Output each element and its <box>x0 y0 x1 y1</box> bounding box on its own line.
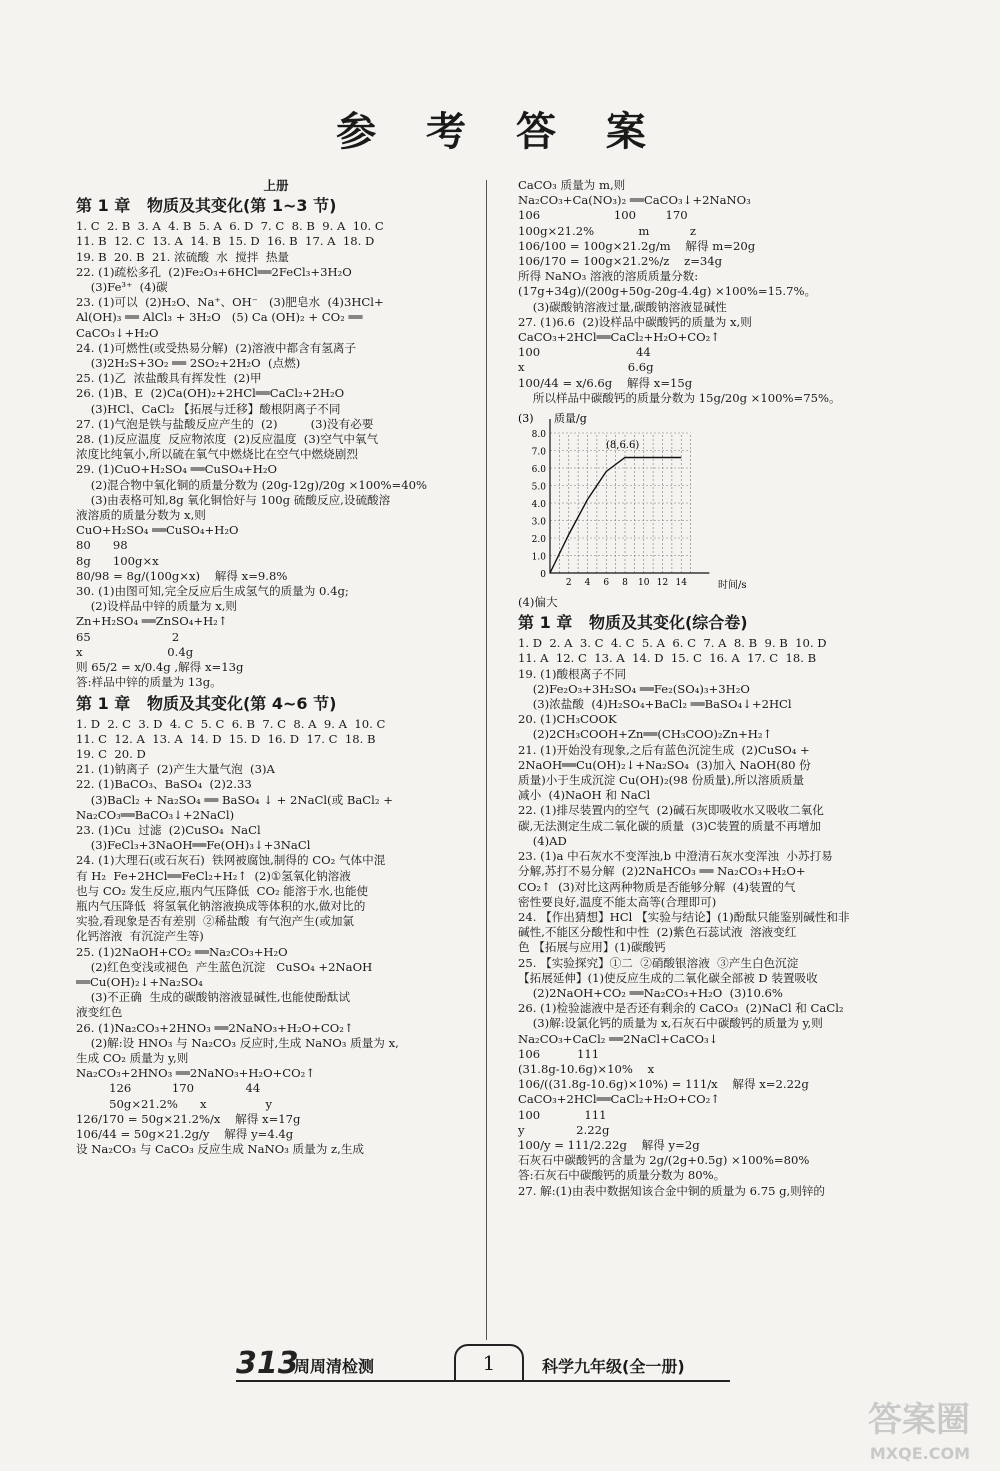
answer-line: (2)设样品中锌的质量为 x,则 <box>76 599 238 614</box>
answer-line: 30. (1)由图可知,完全反应后生成氢气的质量为 0.4g; <box>76 584 349 599</box>
answer-line: Al(OH)₃ ══ AlCl₃ + 3H₂O (5) Ca (OH)₂ + CO₂ ══ <box>76 310 363 325</box>
x-tick-label: 6 <box>603 578 610 589</box>
y-tick-label: 7.0 <box>531 447 546 458</box>
answer-line: y 2.22g <box>518 1122 610 1137</box>
answer-line: 21. (1)开始没有现象,之后有蓝色沉淀生成 (2)CuSO₄ + <box>518 742 810 757</box>
answer-line: 100 44 <box>518 345 651 360</box>
column-divider <box>486 180 487 1340</box>
answer-line: 11. A 12. C 13. A 14. D 15. C 16. A 17. C 18. B <box>518 651 817 666</box>
answer-line: 21. (1)钠离子 (2)产生大量气泡 (3)A <box>76 762 275 777</box>
answer-line: 29. (1)CuO+H₂SO₄ ══CuSO₄+H₂O <box>76 462 278 477</box>
answer-line: 11. C 12. A 13. A 14. D 15. D 16. D 17. C 18. B <box>76 731 376 746</box>
answer-line: 所以样品中碳酸钙的质量分数为 15g/20g ×100%=75%。 <box>518 390 841 405</box>
answer-line: (2)混合物中氧化铜的质量分数为 (20g-12g)/20g ×100%=40% <box>76 477 427 492</box>
chapter-heading: 第 1 章 物质及其变化(第 1~3 节) <box>76 196 337 216</box>
section-label: 上册 <box>263 178 289 193</box>
graph-question-label: (3) <box>518 412 534 426</box>
answer-line: x 0.4g <box>76 644 194 659</box>
answer-line: 分解,苏打不易分解 (2)2NaHCO₃ ══ Na₂CO₃+H₂O+ <box>518 864 806 879</box>
answer-line: 密性要良好,温度不能太高等(合理即可) <box>518 894 717 909</box>
answer-line: 26. (1)检验滤液中是否还有剩余的 CaCO₃ (2)NaCl 和 CaCl₂ <box>518 1001 844 1016</box>
answer-line: (4)AD <box>518 833 567 848</box>
answer-line: 液变红色 <box>76 1005 123 1020</box>
answer-line: (2)2CH₃COOH+Zn══(CH₃COO)₂Zn+H₂↑ <box>518 727 773 742</box>
answer-line: 减小 (4)NaOH 和 NaCl <box>518 788 651 803</box>
chapter-heading: 第 1 章 物质及其变化(第 4~6 节) <box>76 693 337 713</box>
answer-line: (3)浓盐酸 (4)H₂SO₄+BaCl₂ ══BaSO₄↓+2HCl <box>518 697 792 712</box>
answer-line: 106/44 = 50g×21.2g/y 解得 y=4.4g <box>76 1126 294 1141</box>
right-answers-bottom <box>518 595 908 1199</box>
answer-line: 浓度比纯氧小,所以硫在氧气中燃烧比在空气中燃烧剧烈 <box>76 447 358 462</box>
answer-line: 有 H₂ Fe+2HCl══FeCl₂+H₂↑ (2)①氢氧化钠溶液 <box>76 868 351 883</box>
y-tick-label: 8.0 <box>531 430 546 441</box>
answer-line: 19. C 20. D <box>76 746 146 761</box>
answer-line: (3)不正确 生成的碳酸钠溶液显碱性,也能使酚酞试 <box>76 990 351 1005</box>
y-tick-label: 4.0 <box>531 500 546 511</box>
answer-line: x 6.6g <box>518 360 654 375</box>
chapter-heading: 第 1 章 物质及其变化(综合卷) <box>518 613 748 633</box>
graph-svg <box>518 408 778 593</box>
answer-line: 色 【拓展与应用】(1)碳酸钙 <box>518 940 666 955</box>
answer-line: 22. (1)疏松多孔 (2)Fe₂O₃+6HCl══2FeCl₃+3H₂O <box>76 264 352 279</box>
answer-line: 【拓展延伸】(1)使反应生成的二氧化碳全部被 D 装置吸收 <box>518 970 818 985</box>
answer-line: 23. (1)Cu 过滤 (2)CuSO₄ NaCl <box>76 822 261 837</box>
answer-line: 碱性,不能区分酸性和中性 (2)紫色石蕊试液 溶液变红 <box>518 925 797 940</box>
mass-time-graph <box>518 408 908 593</box>
answer-line: 实验,看现象是否有差别 ②稀盐酸 有气泡产生(或加氯 <box>76 914 355 929</box>
answer-line: 碳,无法测定生成二氧化碳的质量 (3)C装置的质量不再增加 <box>518 818 822 833</box>
answer-line: 23. (1)a 中石灰水不变浑浊,b 中澄清石灰水变浑浊 小苏打易 <box>518 849 833 864</box>
answer-line: CuO+H₂SO₄ ══CuSO₄+H₂O <box>76 523 239 538</box>
x-tick-label: 4 <box>584 578 591 589</box>
answer-line: 26. (1)B、E (2)Ca(OH)₂+2HCl══CaCl₂+2H₂O <box>76 386 345 401</box>
answer-line: 28. (1)反应温度 反应物浓度 (2)反应温度 (3)空气中氧气 <box>76 432 379 447</box>
answer-line: 27. (1)6.6 (2)设样品中碳酸钙的质量为 x,则 <box>518 314 752 329</box>
answer-line: ══Cu(OH)₂↓+Na₂SO₄ <box>76 974 203 989</box>
answer-line: 106 111 <box>518 1046 600 1061</box>
answer-line: 126/170 = 50g×21.2%/x 解得 x=17g <box>76 1111 301 1126</box>
graph-ylabel: 质量/g <box>554 412 587 426</box>
answer-line: Na₂CO₃══BaCO₃↓+2NaCl) <box>76 807 235 822</box>
watermark-logo: 答案圈 <box>868 1400 970 1440</box>
answer-line: 质量)小于生成沉淀 Cu(OH)₂(98 份质量),所以溶质质量 <box>518 773 805 788</box>
answer-line: 1. D 2. A 3. C 4. C 5. A 6. C 7. A 8. B 9. B 10. D <box>518 636 827 651</box>
answer-line: (3)HCl、CaCl₂ 【拓展与迁移】酸根阴离子不同 <box>76 401 341 416</box>
answer-line: (3)碳酸钠溶液过量,碳酸钠溶液显碱性 <box>518 299 727 314</box>
answer-line: 1. D 2. C 3. D 4. C 5. C 6. B 7. C 8. A 9. A 10. C <box>76 716 386 731</box>
answer-line: 19. B 20. B 21. 浓硫酸 水 搅拌 热量 <box>76 249 290 264</box>
answer-line: 100 111 <box>518 1107 607 1122</box>
answer-line: (2)红色变浅或褪色 产生蓝色沉淀 CuSO₄ +2NaOH <box>76 959 373 974</box>
watermark-site: MXQE.COM <box>869 1444 970 1463</box>
answer-line: 25. (1)乙 浓盐酸具有挥发性 (2)甲 <box>76 371 262 386</box>
answer-line: CO₂↑ (3)对比这两种物质是否能够分解 (4)装置的气 <box>518 879 796 894</box>
answer-line: Zn+H₂SO₄ ══ZnSO₄+H₂↑ <box>76 614 228 629</box>
answer-line: 24. (1)可燃性(或受热易分解) (2)溶液中都含有氢离子 <box>76 340 357 355</box>
answer-line: 23. (1)可以 (2)H₂O、Na⁺、OH⁻ (3)肥皂水 (4)3HCl+ <box>76 295 384 310</box>
answer-line: 则 65/2 = x/0.4g ,解得 x=13g <box>76 660 244 675</box>
answer-line: CaCO₃+2HCl══CaCl₂+H₂O+CO₂↑ <box>518 330 720 345</box>
answer-line: 100g×21.2% m z <box>518 223 696 238</box>
answer-line: (31.8g-10.6g)×10% x <box>518 1061 655 1076</box>
y-tick-label: 5.0 <box>531 482 546 493</box>
page-number: 1 <box>454 1344 524 1382</box>
answer-line: (17g+34g)/(200g+50g-20g-4.4g) ×100%=15.7%。 <box>518 284 817 299</box>
answer-line: CaCO₃ 质量为 m,则 <box>518 178 626 192</box>
answer-line: 27. (1)气泡是铁与盐酸反应产生的 (2) (3)没有必要 <box>76 416 374 431</box>
right-column <box>518 178 908 1199</box>
x-tick-label: 2 <box>565 578 572 589</box>
page-footer <box>236 1346 730 1382</box>
answer-line: 石灰石中碳酸钙的含量为 2g/(2g+0.5g) ×100%=80% <box>518 1153 810 1168</box>
answer-line: 50g×21.2% x y <box>76 1096 273 1111</box>
brand-name: 周周清检测 <box>294 1357 375 1376</box>
graph-xlabel: 时间/s <box>718 580 747 592</box>
answer-line: 126 170 44 <box>76 1081 261 1096</box>
page-title: 参 考 答 案 <box>336 109 664 155</box>
answer-line: 生成 CO₂ 质量为 y,则 <box>76 1050 189 1065</box>
answer-line: 80 98 <box>76 538 128 553</box>
answer-line: CaCO₃↓+H₂O <box>76 325 159 340</box>
answer-line: (3)由表格可知,8g 氧化铜恰好与 100g 硫酸反应,设硫酸溶 <box>76 492 391 507</box>
answer-line: 26. (1)Na₂CO₃+2HNO₃ ══2NaNO₃+H₂O+CO₂↑ <box>76 1020 354 1035</box>
answer-line: 也与 CO₂ 发生反应,瓶内气压降低 CO₂ 能溶于水,也能使 <box>76 883 369 898</box>
answer-line: 106/((31.8g-10.6g)×10%) = 111/x 解得 x=2.22g <box>518 1077 809 1092</box>
x-tick-label: 14 <box>675 578 687 589</box>
answer-line: 瓶内气压降低 将氢氧化钠溶液换成等体积的水,做对比的 <box>76 898 366 913</box>
y-tick-label: 3.0 <box>531 517 546 528</box>
answer-line: (3)2H₂S+3O₂ ══ 2SO₂+2H₂O (点燃) <box>76 356 301 371</box>
answer-line: 答:样品中锌的质量为 13g。 <box>76 675 222 690</box>
y-tick-label: 0 <box>540 570 546 581</box>
answer-line: 24. 【作出猜想】HCl 【实验与结论】(1)酚酞只能鉴别碱性和非 <box>518 909 850 924</box>
answer-line: (4)偏大 <box>518 595 558 610</box>
answer-line: 100/y = 111/2.22g 解得 y=2g <box>518 1137 700 1152</box>
answer-line: 1. C 2. B 3. A 4. B 5. A 6. D 7. C 8. B 9. A 10. C <box>76 219 384 234</box>
answer-line: (3)BaCl₂ + Na₂SO₄ ══ BaSO₄ ↓ + 2NaCl(或 BaCl₂ + <box>76 792 393 807</box>
graph-point-label: (8,6.6) <box>606 440 640 452</box>
answer-line: 22. (1)排尽装置内的空气 (2)碱石灰即吸收水又吸收二氧化 <box>518 803 824 818</box>
answer-line: 答:石灰石中碳酸钙的质量分数为 80%。 <box>518 1168 726 1183</box>
answer-line: (3)解:设氯化钙的质量为 x,石灰石中碳酸钙的质量为 y,则 <box>518 1016 823 1031</box>
y-tick-label: 2.0 <box>531 535 546 546</box>
answer-line: CaCO₃+2HCl══CaCl₂+H₂O+CO₂↑ <box>518 1092 720 1107</box>
answer-line: 化钙溶液 有沉淀产生等) <box>76 929 204 944</box>
answer-line: 液溶质的质量分数为 x,则 <box>76 508 206 523</box>
answer-line: (2)2NaOH+CO₂ ══Na₂CO₃+H₂O (3)10.6% <box>518 985 783 1000</box>
y-tick-label: 6.0 <box>531 465 546 476</box>
answer-line: (2)Fe₂O₃+3H₂SO₄ ══Fe₂(SO₄)₃+3H₂O <box>518 681 750 696</box>
answer-line: 19. (1)酸根离子不同 <box>518 666 627 681</box>
answer-line: 8g 100g×x <box>76 553 159 568</box>
answer-line: 27. 解:(1)由表中数据知该合金中铜的质量为 6.75 g,则锌的 <box>518 1183 826 1198</box>
answer-line: 25. (1)2NaOH+CO₂ ══Na₂CO₃+H₂O <box>76 944 288 959</box>
right-answers-top <box>518 178 908 406</box>
answer-line: Na₂CO₃+Ca(NO₃)₂ ══CaCO₃↓+2NaNO₃ <box>518 193 751 208</box>
answer-line: 65 2 <box>76 629 180 644</box>
answer-line: Na₂CO₃+CaCl₂ ══2NaCl+CaCO₃↓ <box>518 1031 719 1046</box>
answer-line: 24. (1)大理石(或石灰石) 铁网被腐蚀,制得的 CO₂ 气体中混 <box>76 853 386 868</box>
answer-line: (3)Fe³⁺ (4)碳 <box>76 280 168 295</box>
y-tick-label: 1.0 <box>531 552 546 563</box>
answer-line: 所得 NaNO₃ 溶液的溶质质量分数: <box>518 269 699 284</box>
left-answers <box>76 195 476 1157</box>
answer-line: (3)FeCl₃+3NaOH══Fe(OH)₃↓+3NaCl <box>76 838 311 853</box>
subject-label: 科学九年级(全一册) <box>542 1357 685 1376</box>
answer-line: 2NaOH══Cu(OH)₂↓+Na₂SO₄ (3)加入 NaOH(80 份 <box>518 757 811 772</box>
graph-x-ticks <box>566 578 687 588</box>
graph-y-ticks <box>532 430 547 580</box>
answer-line: (2)解:设 HNO₃ 与 Na₂CO₃ 反应时,生成 NaNO₃ 质量为 x, <box>76 1035 399 1050</box>
x-tick-label: 10 <box>638 578 650 589</box>
answer-line: 25. 【实验探究】①二 ②硝酸银溶液 ③产生白色沉淀 <box>518 955 799 970</box>
answer-line: 106/170 = 100g×21.2%/z z=34g <box>518 254 723 269</box>
answer-line: 22. (1)BaCO₃、BaSO₄ (2)2.33 <box>76 777 252 792</box>
brand-logo: 313 <box>236 1346 299 1381</box>
answer-line: 106/100 = 100g×21.2g/m 解得 m=20g <box>518 238 756 253</box>
answer-line: 11. B 12. C 13. A 14. B 15. D 16. B 17. A 18. D <box>76 234 375 249</box>
answer-line: 100/44 = x/6.6g 解得 x=15g <box>518 375 693 390</box>
x-tick-label: 8 <box>622 578 628 589</box>
answer-line: Na₂CO₃+2HNO₃ ══2NaNO₃+H₂O+CO₂↑ <box>76 1066 316 1081</box>
answer-line: 80/98 = 8g/(100g×x) 解得 x=9.8% <box>76 568 288 583</box>
x-tick-label: 12 <box>656 578 669 589</box>
answer-line: 设 Na₂CO₃ 与 CaCO₃ 反应生成 NaNO₃ 质量为 z,生成 <box>76 1142 365 1157</box>
left-column <box>76 178 476 1157</box>
answer-line: 106 100 170 <box>518 208 688 223</box>
answer-line: 20. (1)CH₃COOK <box>518 712 617 727</box>
